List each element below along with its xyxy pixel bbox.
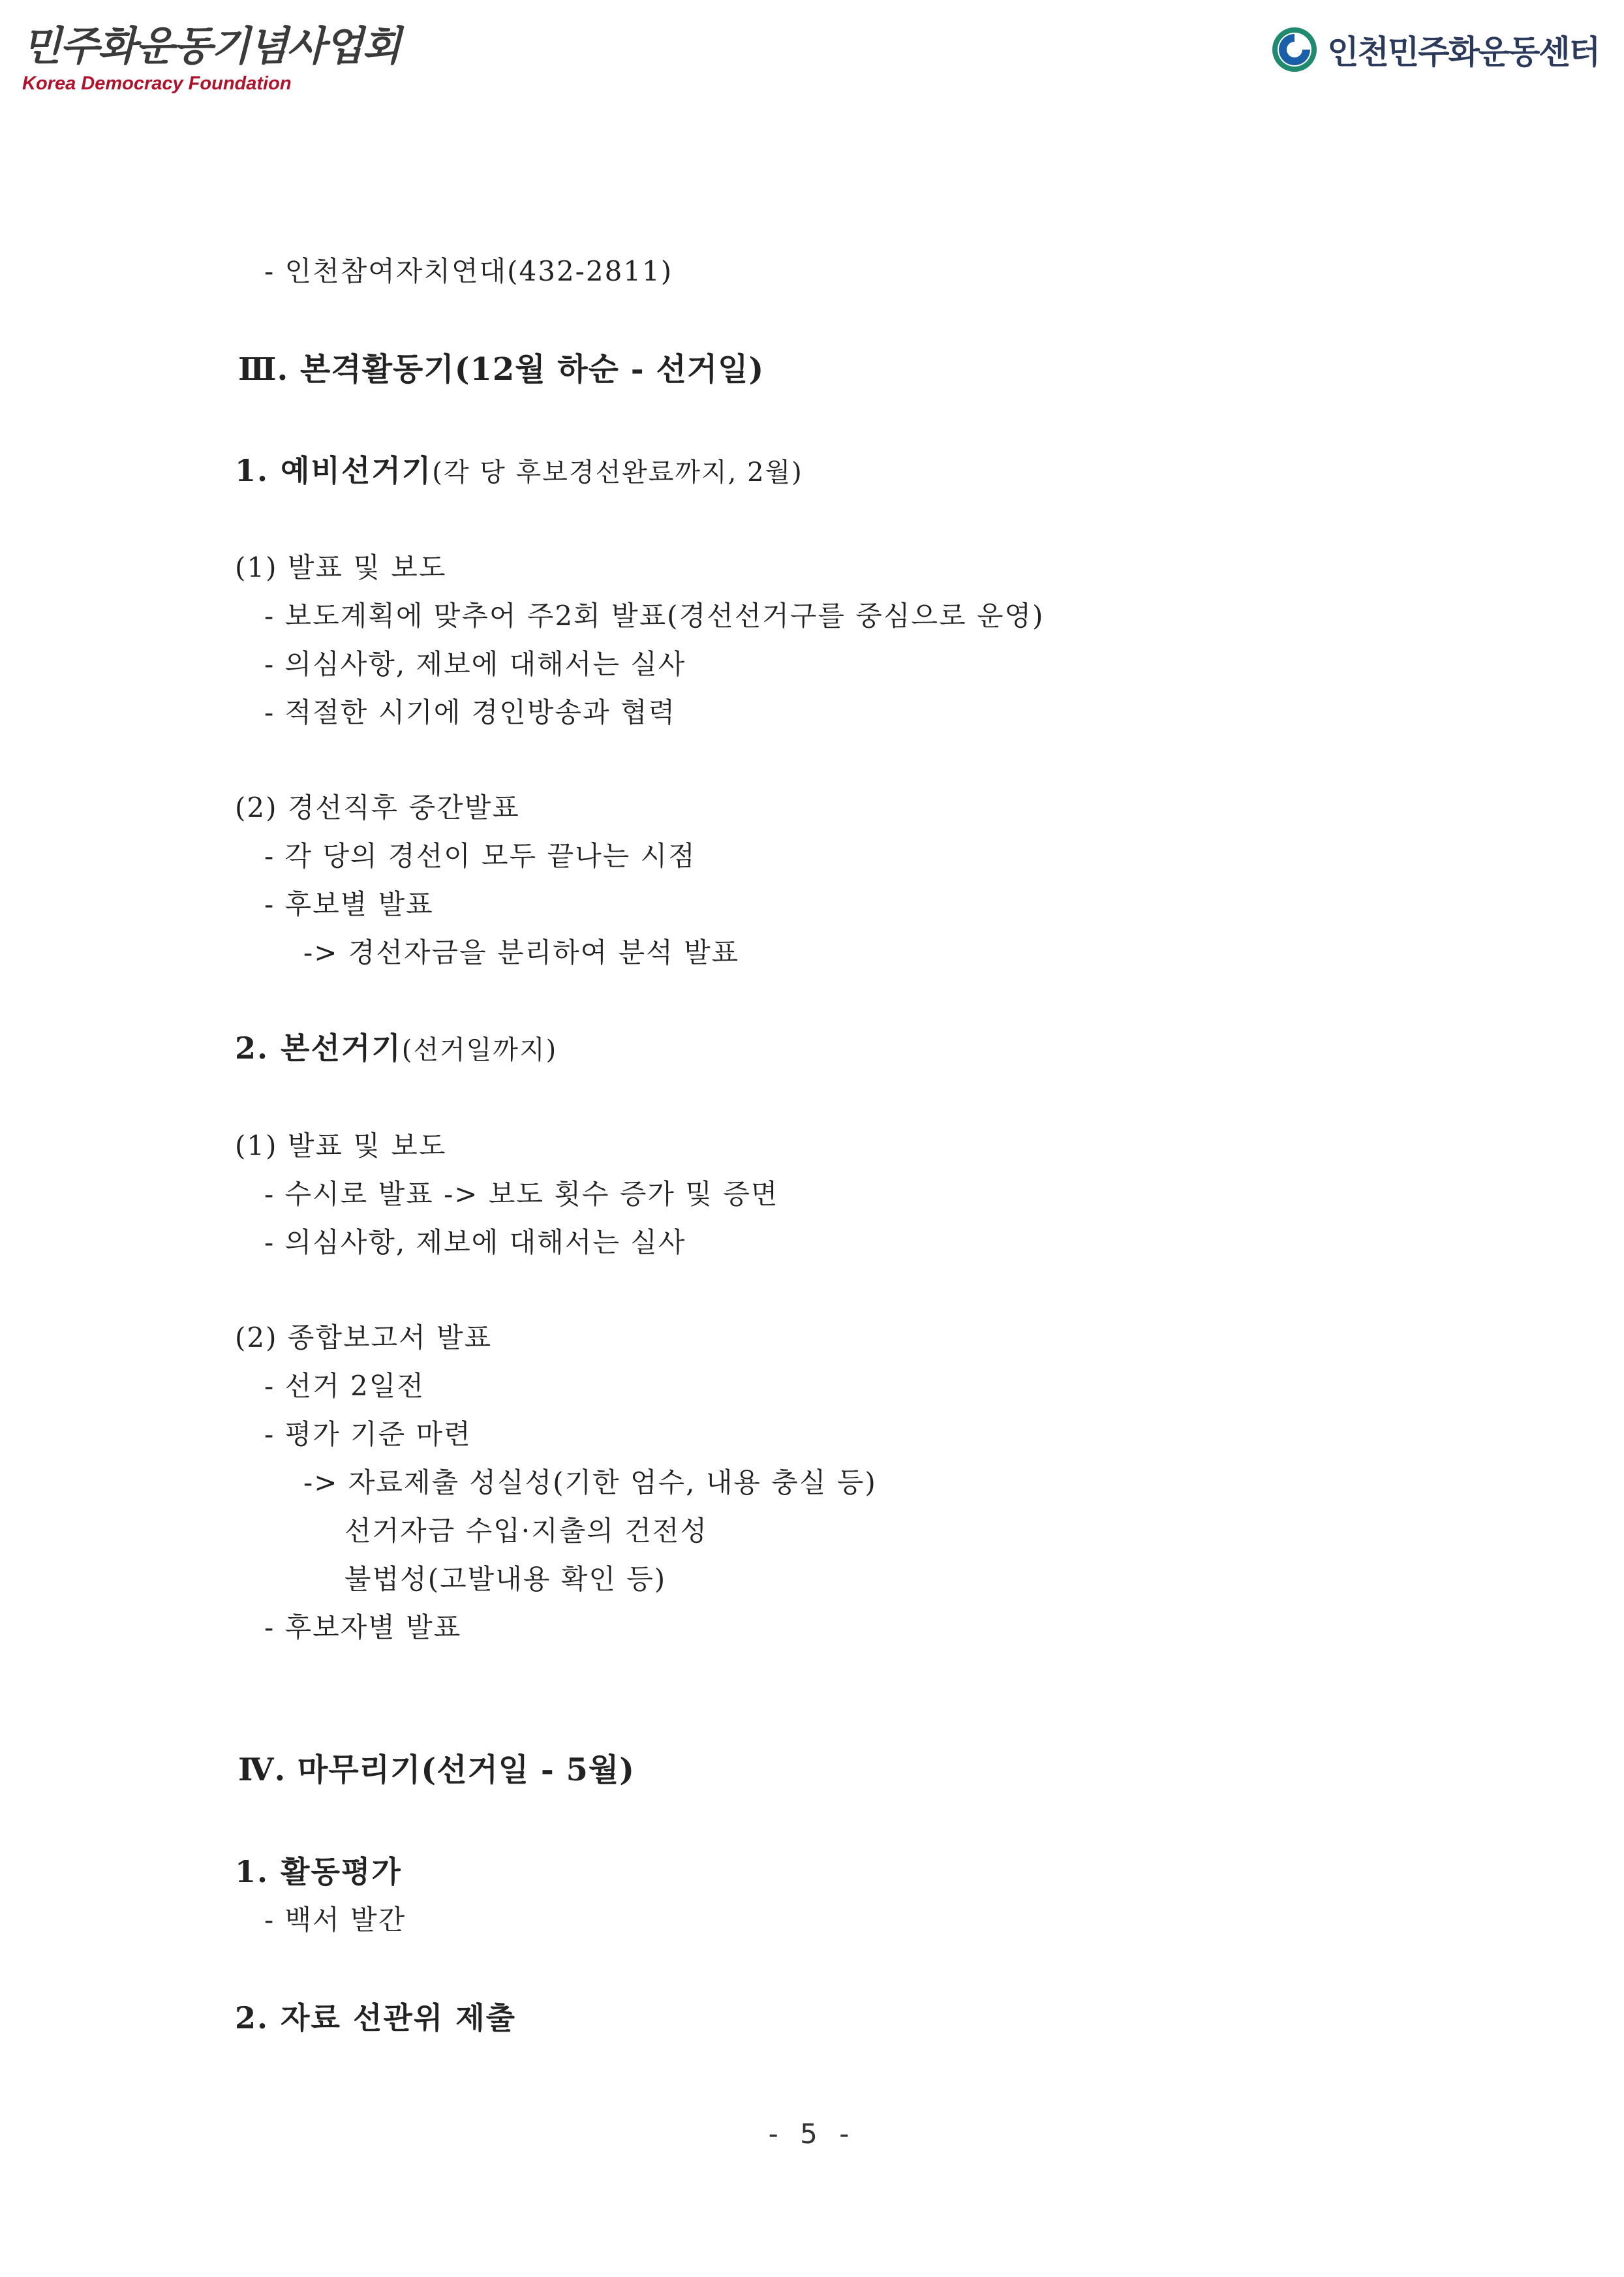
bullet-line: - 수시로 발표 -> 보도 횟수 증가 및 증면 xyxy=(264,1178,779,1210)
korea-democracy-foundation-logo xyxy=(22,23,400,95)
bullet-line: - 후보별 발표 xyxy=(264,888,434,920)
subsection-heading: 1. 활동평가 xyxy=(235,1854,402,1889)
section-heading-3: Ⅲ. 본격활동기(12월 하순 - 선거일) xyxy=(238,351,765,388)
bullet-line: - 의심사항, 제보에 대해서는 실사 xyxy=(264,1226,686,1258)
item-heading: (1) 발표 및 보도 xyxy=(235,551,447,583)
subsection-note: (선거일까지) xyxy=(401,1035,558,1065)
subsection-heading: 2. 자료 선관위 제출 xyxy=(235,2000,517,2036)
subsection-title: 2. 본선거기 xyxy=(235,1030,402,1066)
logo-english-text: Korea Democracy Foundation xyxy=(22,73,292,94)
bullet-line: - 백서 발간 xyxy=(264,1904,406,1936)
arrow-line: -> 경선자금을 분리하여 분석 발표 xyxy=(303,937,740,968)
page-number: - 5 - xyxy=(768,2118,856,2150)
bullet-line: - 보도계획에 맞추어 주2회 발표(경선선거구를 중심으로 운영) xyxy=(264,600,1045,632)
incheon-democracy-center-logo xyxy=(1270,25,1599,74)
subsection-note: (각 당 후보경선완료까지, 2월) xyxy=(432,457,803,488)
bullet-line: - 적절한 시기에 경인방송과 협력 xyxy=(264,696,677,728)
bullet-line: - 각 당의 경선이 모두 끝나는 시점 xyxy=(264,840,696,872)
arrow-line: -> 자료제출 성실성(기한 엄수, 내용 충실 등) xyxy=(303,1466,877,1498)
emblem-icon xyxy=(1270,25,1319,74)
subsection-heading xyxy=(235,452,803,491)
continuation-line: 불법성(고발내용 확인 등) xyxy=(345,1563,667,1595)
logo-korean-text: 민주화운동기념사업회 xyxy=(22,22,400,70)
bullet-line: - 평가 기준 마련 xyxy=(264,1418,472,1450)
bullet-line: - 의심사항, 제보에 대해서는 실사 xyxy=(264,648,686,680)
center-name: 인천민주화운동센터 xyxy=(1327,33,1599,71)
item-heading: (2) 경선직후 중간발표 xyxy=(235,792,520,824)
item-heading: (1) 발표 및 보도 xyxy=(235,1130,447,1162)
subsection-heading xyxy=(235,1030,557,1068)
subsection-title: 1. 예비선거기 xyxy=(235,453,433,488)
section-heading-4: Ⅳ. 마무리기(선거일 - 5월) xyxy=(238,1752,635,1788)
bullet-line: - 선거 2일전 xyxy=(264,1370,425,1402)
contact-line: - 인천참여자치연대(432-2811) xyxy=(264,255,673,287)
item-heading: (2) 종합보고서 발표 xyxy=(235,1322,493,1354)
continuation-line: 선거자금 수입·지출의 건전성 xyxy=(345,1515,708,1547)
bullet-line: - 후보자별 발표 xyxy=(264,1611,462,1643)
